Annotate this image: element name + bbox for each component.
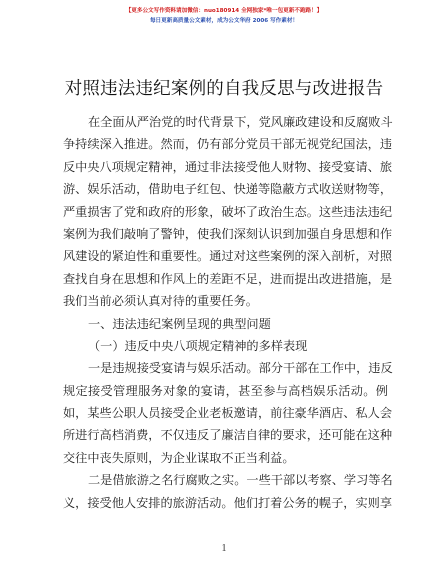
text-line: 查找自身在思想和作风上的差距不足，进而提出改进措施，是 <box>63 271 393 286</box>
header-promo-line-1: 【更多公文写作资料请加微信：nuo180914 全网独家*唯一包更新不跑路！】 <box>125 8 323 14</box>
document-body <box>63 111 393 514</box>
paragraph <box>63 469 393 514</box>
text-line: 严重损害了党和政府的形象，破坏了政治生态。这些违法违纪 <box>63 204 393 219</box>
text-line: 游、娱乐活动，借助电子红包、快递等隐蔽方式收送财物等， <box>63 182 393 197</box>
text-line: 在全面从严治党的时代背景下，党风廉政建设和反腐败斗 <box>88 115 393 129</box>
text-line: 一是违规接受宴请与娱乐活动。部分干部在工作中，违反 <box>88 361 393 376</box>
paragraph <box>63 357 393 469</box>
text-line: 二是借旅游之名行腐败之实。一些干部以考察、学习等名 <box>88 473 393 488</box>
text-line: 义，接受他人安排的旅游活动。他们打着公务的幌子，实则享 <box>63 495 393 510</box>
text-line: 如，某些公职人员接受企业老板邀请，前往豪华酒店、私人会 <box>63 406 393 421</box>
text-line: 风建设的紧迫性和重要性。通过对这些案例的深入剖析，对照 <box>63 249 393 264</box>
paragraph <box>63 111 393 313</box>
text-line: 我们当前必须认真对待的重要任务。 <box>63 294 258 309</box>
subsection-heading: （一）违反中央八项规定精神的多样表现 <box>88 338 308 353</box>
page-number: 1 <box>221 543 227 554</box>
text-line: 案例为我们敲响了警钟，使我们深刻认识到加强自身思想和作 <box>63 226 393 241</box>
header-banner <box>60 6 388 26</box>
text-line: 规定接受管理服务对象的宴请，甚至参与高档娱乐活动。例 <box>63 383 388 398</box>
text-line: 争持续深入推进。然而，仍有部分党员干部无视党纪国法，违 <box>63 137 393 152</box>
header-promo-line-2: 每日更新高质量公文素材，成为公文华府 2006 写作素材！ <box>149 18 299 24</box>
section-heading: 一、违法违纪案例呈现的典型问题 <box>88 316 271 331</box>
text-line: 交往中丧失原则，为企业谋取不正当利益。 <box>63 450 295 465</box>
text-line: 所进行高档消费，不仅违反了廉洁自律的要求，还可能在这种 <box>63 428 393 443</box>
text-line: 反中央八项规定精神，通过非法接受他人财物、接受宴请、旅 <box>63 159 393 174</box>
document-title: 对照违法违纪案例的自我反思与改进报告 <box>64 79 384 99</box>
